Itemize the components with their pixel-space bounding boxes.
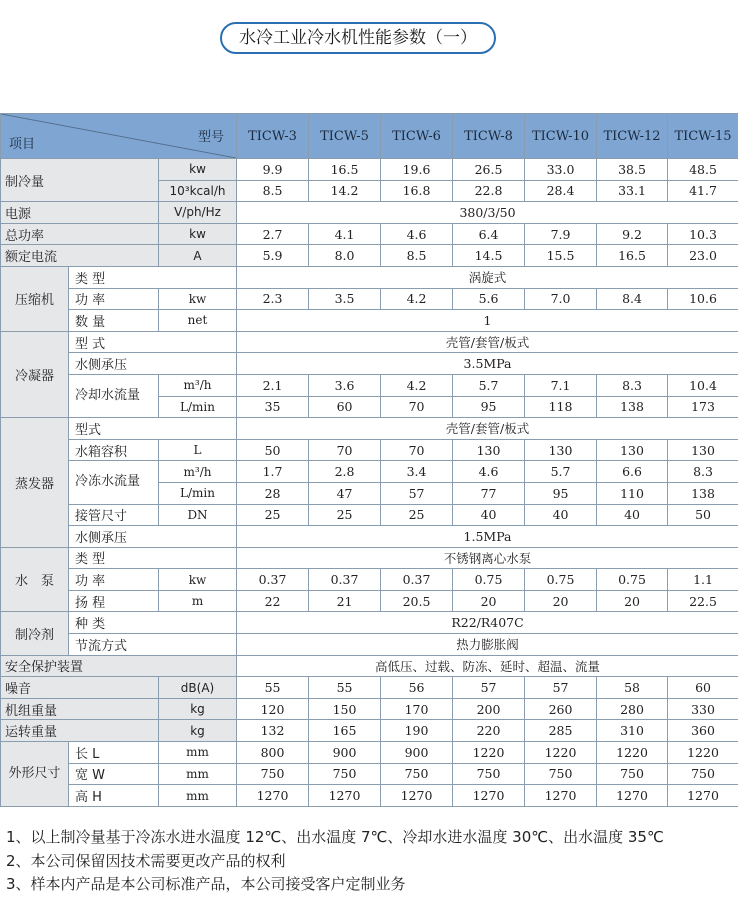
row-label: 运转重量 <box>1 720 159 742</box>
value-cell: 2.1 <box>237 374 309 396</box>
value-cell: 2.8 <box>309 461 381 483</box>
value-cell: 800 <box>237 742 309 764</box>
header-row <box>1 114 738 159</box>
value-cell: 28 <box>237 482 309 504</box>
sub-label: 种 类 <box>69 612 237 634</box>
value-cell: 25 <box>381 504 453 526</box>
value-cell: 40 <box>525 504 597 526</box>
value-cell: 6.6 <box>597 461 668 483</box>
value-cell: 138 <box>668 482 738 504</box>
sub-label: 水箱容积 <box>69 439 159 461</box>
value-cell: 138 <box>597 396 668 418</box>
value-cell: 7.0 <box>525 288 597 310</box>
unit-cell: DN <box>159 504 237 526</box>
row-label: 机组重量 <box>1 698 159 720</box>
value-cell: 50 <box>668 504 738 526</box>
value-cell: 1220 <box>453 742 525 764</box>
note-line: 3、样本内产品是本公司标准产品，本公司接受客户定制业务 <box>6 875 406 893</box>
table-row <box>1 288 738 310</box>
value-cell: 130 <box>525 439 597 461</box>
sub-label: 数 量 <box>69 310 159 332</box>
table-row <box>1 655 738 677</box>
value-cell: 170 <box>381 698 453 720</box>
value-cell: 16.8 <box>381 180 453 202</box>
sub-label: 高 H <box>69 785 159 807</box>
value-cell: 57 <box>381 482 453 504</box>
model-header: TICW-12 <box>597 114 668 159</box>
value-cell: 120 <box>237 698 309 720</box>
row-label: 总功率 <box>1 223 159 245</box>
value-cell: 0.37 <box>237 569 309 591</box>
value-cell: 8.5 <box>237 180 309 202</box>
value-cell: 150 <box>309 698 381 720</box>
value-cell: 10.4 <box>668 374 738 396</box>
value-cell: 1270 <box>309 785 381 807</box>
value-cell: 173 <box>668 396 738 418</box>
value-cell: 70 <box>381 439 453 461</box>
sub-label: 类 型 <box>69 266 237 288</box>
sub-label: 型 式 <box>69 331 237 353</box>
value-cell: 132 <box>237 720 309 742</box>
value-cell: 1270 <box>525 785 597 807</box>
value-cell: 280 <box>597 698 668 720</box>
value-cell: 4.2 <box>381 374 453 396</box>
notes <box>6 826 736 897</box>
row-label: 电源 <box>1 202 159 224</box>
spec-table <box>0 113 738 807</box>
value-cell: 750 <box>237 763 309 785</box>
unit-cell: L/min <box>159 396 237 418</box>
table-row <box>1 202 738 224</box>
value-cell: 58 <box>597 677 668 699</box>
table-row <box>1 310 738 332</box>
value-cell: 1220 <box>525 742 597 764</box>
value-cell: 20 <box>453 590 525 612</box>
unit-cell: kw <box>159 569 237 591</box>
table-row <box>1 698 738 720</box>
value-cell: 5.7 <box>525 461 597 483</box>
value-cell: 4.2 <box>381 288 453 310</box>
value-cell: 8.3 <box>668 461 738 483</box>
row-label: 噪音 <box>1 677 159 699</box>
value-cell: 57 <box>525 677 597 699</box>
table-row <box>1 461 738 483</box>
model-header: TICW-10 <box>525 114 597 159</box>
model-header: TICW-15 <box>668 114 738 159</box>
note-line: 2、本公司保留因技术需要更改产品的权利 <box>6 851 286 870</box>
value-cell: 25 <box>237 504 309 526</box>
value-cell: 2.7 <box>237 223 309 245</box>
table-row <box>1 763 738 785</box>
table-row <box>1 547 738 569</box>
value-cell: 360 <box>668 720 738 742</box>
sub-label: 长 L <box>69 742 159 764</box>
row-label: 安全保护装置 <box>1 655 237 677</box>
sub-label: 类 型 <box>69 547 237 569</box>
model-header: TICW-3 <box>237 114 309 159</box>
unit-cell: m³/h <box>159 461 237 483</box>
unit-cell: kg <box>159 720 237 742</box>
value-cell: 2.3 <box>237 288 309 310</box>
unit-cell: net <box>159 310 237 332</box>
table-row <box>1 677 738 699</box>
unit-cell: mm <box>159 785 237 807</box>
table-row <box>1 159 738 181</box>
unit-cell: A <box>159 245 237 267</box>
group-label: 冷凝器 <box>1 331 69 417</box>
value-cell: 3.6 <box>309 374 381 396</box>
value-cell: 130 <box>453 439 525 461</box>
item-label: 项目 <box>9 137 36 152</box>
value-cell: 1270 <box>453 785 525 807</box>
table-row <box>1 569 738 591</box>
value-cell: 7.1 <box>525 374 597 396</box>
value-cell: 0.37 <box>309 569 381 591</box>
group-label: 压缩机 <box>1 266 69 331</box>
value-cell: 310 <box>597 720 668 742</box>
sub-label: 接管尺寸 <box>69 504 159 526</box>
unit-cell: kw <box>159 159 237 181</box>
value-cell: 1.1 <box>668 569 738 591</box>
merged-value: 1.5MPa <box>237 526 738 548</box>
value-cell: 56 <box>381 677 453 699</box>
value-cell: 60 <box>309 396 381 418</box>
value-cell: 4.6 <box>381 223 453 245</box>
value-cell: 95 <box>453 396 525 418</box>
value-cell: 110 <box>597 482 668 504</box>
unit-cell: V/ph/Hz <box>159 202 237 224</box>
unit-cell: kw <box>159 223 237 245</box>
value-cell: 25 <box>309 504 381 526</box>
value-cell: 3.4 <box>381 461 453 483</box>
value-cell: 20 <box>597 590 668 612</box>
merged-value: 不锈钢离心水泵 <box>237 547 738 569</box>
value-cell: 1220 <box>597 742 668 764</box>
value-cell: 1.7 <box>237 461 309 483</box>
model-header: TICW-8 <box>453 114 525 159</box>
sub-label: 节流方式 <box>69 634 237 656</box>
unit-cell: dB(A) <box>159 677 237 699</box>
value-cell: 77 <box>453 482 525 504</box>
table-row <box>1 742 738 764</box>
value-cell: 7.9 <box>525 223 597 245</box>
table-row <box>1 374 738 396</box>
merged-value: 3.5MPa <box>237 353 738 375</box>
value-cell: 750 <box>309 763 381 785</box>
value-cell: 22.5 <box>668 590 738 612</box>
value-cell: 3.5 <box>309 288 381 310</box>
value-cell: 41.7 <box>668 180 738 202</box>
sub-label: 功 率 <box>69 569 159 591</box>
sub-label: 型式 <box>69 418 237 440</box>
value-cell: 750 <box>668 763 738 785</box>
value-cell: 130 <box>597 439 668 461</box>
value-cell: 1270 <box>668 785 738 807</box>
table-row <box>1 612 738 634</box>
model-header: TICW-6 <box>381 114 453 159</box>
value-cell: 750 <box>381 763 453 785</box>
value-cell: 47 <box>309 482 381 504</box>
value-cell: 0.75 <box>525 569 597 591</box>
group-label: 外形尺寸 <box>1 742 69 807</box>
group-label: 蒸发器 <box>1 418 69 548</box>
value-cell: 14.2 <box>309 180 381 202</box>
value-cell: 1270 <box>237 785 309 807</box>
row-label: 制冷量 <box>1 159 159 202</box>
value-cell: 8.0 <box>309 245 381 267</box>
value-cell: 0.75 <box>597 569 668 591</box>
value-cell: 70 <box>381 396 453 418</box>
value-cell: 5.9 <box>237 245 309 267</box>
sub-label: 宽 W <box>69 763 159 785</box>
value-cell: 285 <box>525 720 597 742</box>
unit-cell: 10³kcal/h <box>159 180 237 202</box>
table-row <box>1 266 738 288</box>
value-cell: 6.4 <box>453 223 525 245</box>
merged-value: 1 <box>237 310 738 332</box>
value-cell: 1270 <box>597 785 668 807</box>
value-cell: 8.4 <box>597 288 668 310</box>
value-cell: 35 <box>237 396 309 418</box>
value-cell: 20 <box>525 590 597 612</box>
note-line: 1、以上制冷量基于冷冻水进水温度 12℃、出水温度 7℃、冷却水进水温度 30℃、出水温度 35℃ <box>6 828 664 846</box>
unit-cell: mm <box>159 742 237 764</box>
value-cell: 8.3 <box>597 374 668 396</box>
value-cell: 9.9 <box>237 159 309 181</box>
sub-label: 水侧承压 <box>69 353 237 375</box>
table-row <box>1 223 738 245</box>
merged-value: 高低压、过载、防冻、延时、超温、流量 <box>237 655 738 677</box>
unit-cell: m <box>159 590 237 612</box>
value-cell: 1270 <box>381 785 453 807</box>
value-cell: 16.5 <box>597 245 668 267</box>
value-cell: 26.5 <box>453 159 525 181</box>
value-cell: 118 <box>525 396 597 418</box>
value-cell: 0.37 <box>381 569 453 591</box>
value-cell: 38.5 <box>597 159 668 181</box>
table-row <box>1 720 738 742</box>
value-cell: 260 <box>525 698 597 720</box>
value-cell: 28.4 <box>525 180 597 202</box>
value-cell: 20.5 <box>381 590 453 612</box>
value-cell: 40 <box>453 504 525 526</box>
value-cell: 5.6 <box>453 288 525 310</box>
unit-cell: m³/h <box>159 374 237 396</box>
value-cell: 21 <box>309 590 381 612</box>
value-cell: 750 <box>525 763 597 785</box>
value-cell: 22.8 <box>453 180 525 202</box>
value-cell: 9.2 <box>597 223 668 245</box>
value-cell: 5.7 <box>453 374 525 396</box>
sub-label: 水侧承压 <box>69 526 237 548</box>
value-cell: 750 <box>453 763 525 785</box>
merged-value: 壳管/套管/板式 <box>237 331 738 353</box>
value-cell: 4.6 <box>453 461 525 483</box>
page-title: 水冷工业冷水机性能参数（一） <box>220 22 496 54</box>
unit-cell: L <box>159 439 237 461</box>
value-cell: 95 <box>525 482 597 504</box>
table-row <box>1 785 738 807</box>
table-row <box>1 439 738 461</box>
table-row <box>1 245 738 267</box>
value-cell: 55 <box>237 677 309 699</box>
value-cell: 10.3 <box>668 223 738 245</box>
row-label: 额定电流 <box>1 245 159 267</box>
value-cell: 130 <box>668 439 738 461</box>
value-cell: 14.5 <box>453 245 525 267</box>
table-row <box>1 590 738 612</box>
value-cell: 750 <box>597 763 668 785</box>
value-cell: 16.5 <box>309 159 381 181</box>
group-label: 水 泵 <box>1 547 69 612</box>
unit-cell: kg <box>159 698 237 720</box>
unit-cell: kw <box>159 288 237 310</box>
group-label: 制冷剂 <box>1 612 69 655</box>
value-cell: 0.75 <box>453 569 525 591</box>
value-cell: 33.0 <box>525 159 597 181</box>
table-row <box>1 418 738 440</box>
table-row <box>1 526 738 548</box>
value-cell: 10.6 <box>668 288 738 310</box>
sub-label: 冷却水流量 <box>69 374 159 417</box>
value-cell: 200 <box>453 698 525 720</box>
sub-label: 功 率 <box>69 288 159 310</box>
header-corner <box>1 114 237 159</box>
value-cell: 8.5 <box>381 245 453 267</box>
table-row <box>1 353 738 375</box>
value-cell: 22 <box>237 590 309 612</box>
unit-cell: L/min <box>159 482 237 504</box>
merged-value: R22/R407C <box>237 612 738 634</box>
table-row <box>1 504 738 526</box>
value-cell: 57 <box>453 677 525 699</box>
value-cell: 40 <box>597 504 668 526</box>
model-label: 型号 <box>198 130 225 145</box>
sub-label: 冷冻水流量 <box>69 461 159 504</box>
value-cell: 60 <box>668 677 738 699</box>
merged-value: 壳管/套管/板式 <box>237 418 738 440</box>
sub-label: 扬 程 <box>69 590 159 612</box>
table-row <box>1 331 738 353</box>
merged-value: 380/3/50 <box>237 202 738 224</box>
table-row <box>1 634 738 656</box>
value-cell: 55 <box>309 677 381 699</box>
value-cell: 220 <box>453 720 525 742</box>
value-cell: 19.6 <box>381 159 453 181</box>
value-cell: 48.5 <box>668 159 738 181</box>
value-cell: 190 <box>381 720 453 742</box>
model-header: TICW-5 <box>309 114 381 159</box>
value-cell: 33.1 <box>597 180 668 202</box>
value-cell: 70 <box>309 439 381 461</box>
merged-value: 热力膨胀阀 <box>237 634 738 656</box>
merged-value: 涡旋式 <box>237 266 738 288</box>
value-cell: 1220 <box>668 742 738 764</box>
value-cell: 900 <box>309 742 381 764</box>
value-cell: 900 <box>381 742 453 764</box>
value-cell: 15.5 <box>525 245 597 267</box>
value-cell: 23.0 <box>668 245 738 267</box>
value-cell: 165 <box>309 720 381 742</box>
value-cell: 50 <box>237 439 309 461</box>
value-cell: 330 <box>668 698 738 720</box>
value-cell: 4.1 <box>309 223 381 245</box>
unit-cell: mm <box>159 763 237 785</box>
